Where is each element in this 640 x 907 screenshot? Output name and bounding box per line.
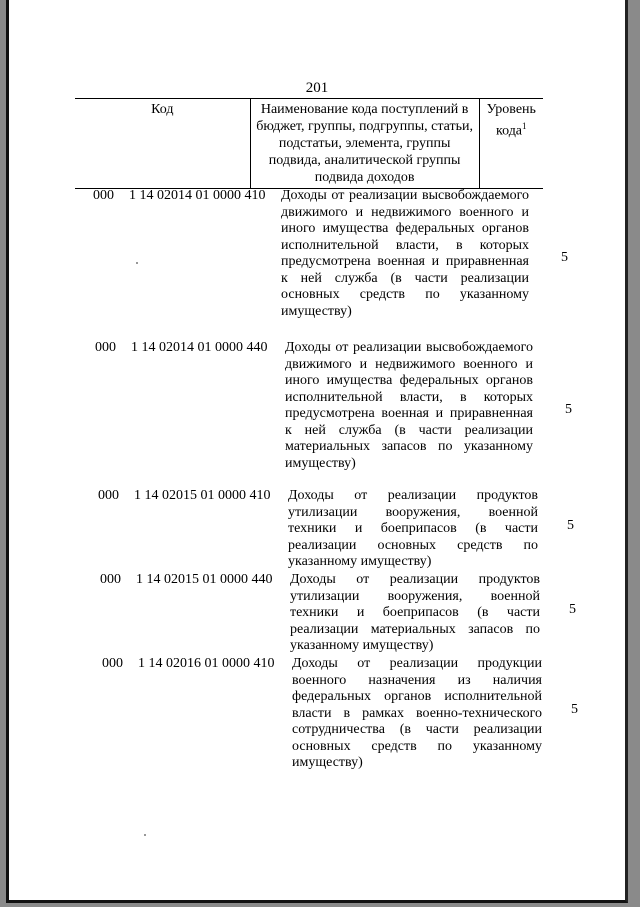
header-code: Код — [75, 99, 250, 189]
row-admin-code: 000 — [93, 188, 114, 203]
row-admin-code: 000 — [102, 656, 123, 671]
row-level: 5 — [569, 602, 576, 617]
row-name: Доходы от реализации высвобождаемого движимого и недвижимого военного и иного имущества федеральных органов исполнительной власти, в которых предусмотрена военная и приравненная к ней служба (в части реализации материальных запасов по указанному имуществу) — [285, 340, 533, 471]
row-level: 5 — [567, 518, 574, 533]
row-level: 5 — [565, 402, 572, 417]
row-revenue-code: 1 14 02016 01 0000 410 — [138, 656, 275, 671]
header-level-label: Уровень кода — [486, 102, 536, 139]
scan-speck — [136, 262, 138, 264]
row-admin-code: 000 — [100, 572, 121, 587]
row-level: 5 — [561, 250, 568, 265]
header-name: Наименование кода поступлений в бюджет, группы, подгруппы, статьи, подстатьи, элемента, группы подвида, аналитической группы подвида доходов — [250, 99, 479, 189]
row-revenue-code: 1 14 02014 01 0000 440 — [131, 340, 268, 355]
row-name: Доходы от реализации продуктов утилизации вооружения, военной техники и боеприпасов (в части реализации материальных запасов по указанному имуществу) — [290, 572, 540, 653]
row-revenue-code: 1 14 02014 01 0000 410 — [129, 188, 266, 203]
row-admin-code: 000 — [98, 488, 119, 503]
row-revenue-code: 1 14 02015 01 0000 410 — [134, 488, 271, 503]
document-page — [6, 0, 628, 903]
row-admin-code: 000 — [95, 340, 116, 355]
table-header — [75, 98, 543, 189]
row-name: Доходы от реализации высвобождаемого движимого и недвижимого военного и иного имущества федеральных органов исполнительной власти, в которых предусмотрена военная и приравненная к ней служба (в части реализации основных средств по указанному имуществу) — [281, 188, 529, 319]
row-revenue-code: 1 14 02015 01 0000 440 — [136, 572, 273, 587]
scan-speck — [144, 834, 146, 836]
row-level: 5 — [571, 702, 578, 717]
header-level-footnote: 1 — [522, 121, 527, 131]
row-name: Доходы от реализации продуктов утилизации вооружения, военной техники и боеприпасов (в части реализации основных средств по указанному имуществу) — [288, 488, 538, 569]
page-number: 201 — [305, 80, 329, 96]
header-level — [479, 99, 543, 189]
row-name: Доходы от реализации продукции военного назначения из наличия федеральных органов исполнительной власти в рамках военно-технического сотрудничества (в части реализации основных средств по указанному имуществу) — [292, 656, 542, 770]
